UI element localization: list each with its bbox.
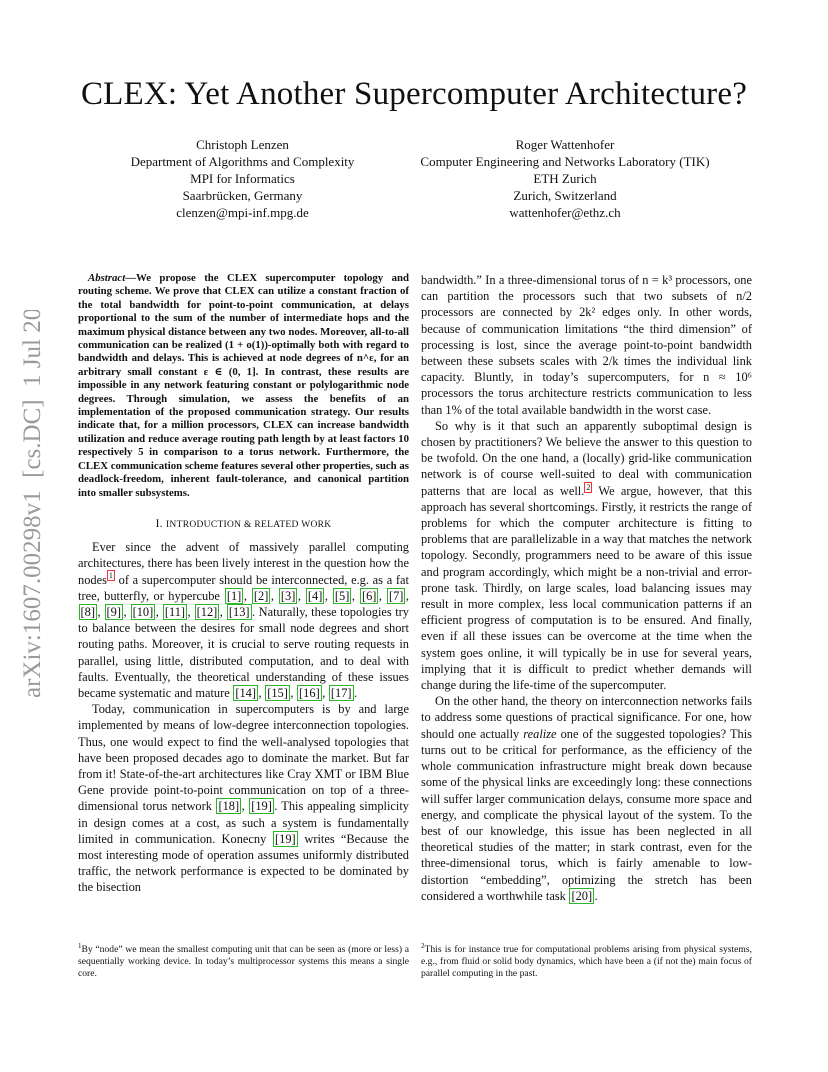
footnote-text: This is for instance true for computational problems arising from physical systems, e.g., from fluid or solid body dynamics, which have been a (if not the) main focus of parallel computing in the past. [421, 944, 752, 979]
paragraph-text: Today, communication in supercomputers is by and large implemented by means of low-degree interconnection topologies. Thus, one would expect to find the well-analysed topologies that have been proposed decades ago to dominate the market. But far from it! State-of-the-art architectures like Cray XMT or IBM Blue Gene provide point-to-point communication on top of a three-dimensional torus network [78, 702, 409, 814]
author-institution: ETH Zurich [533, 170, 597, 186]
author-department: Department of Algorithms and Complexity [130, 153, 355, 169]
citation-link[interactable]: [18] [218, 799, 240, 814]
intro-paragraph-1 [78, 539, 409, 701]
citation-link[interactable]: [10] [132, 604, 154, 619]
paper-title: CLEX: Yet Another Supercomputer Architecture? [80, 76, 748, 112]
citation-link[interactable]: [19] [251, 799, 272, 814]
left-column [78, 272, 409, 896]
citation-link[interactable]: [8] [80, 604, 95, 619]
author-name: Roger Wattenhofer [515, 137, 615, 152]
author-name: Christoph Lenzen [196, 137, 289, 152]
author-department: Computer Engineering and Networks Laboratory (TIK) [420, 153, 710, 169]
footnote-text: By “node” we mean the smallest computing unit that can be seen as (more or less) a sequentially working device. In today’s multiprocessor systems this means a single core. [78, 944, 409, 979]
citation-link[interactable]: [14] [235, 685, 256, 700]
citation-group: [1] , [2] , [3] , [4] , [5] , [6] , [7] , [8] , [9] , [10] , [11] , [12] , [13] [80, 588, 410, 619]
footnote-mark: 2 [421, 941, 425, 950]
citation-link[interactable]: [4] [307, 588, 323, 603]
paragraph-text: of a supercomputer should be interconnected, e.g. as a fat tree, butterfly, or hypercube [78, 572, 409, 603]
footnote-ref-2[interactable]: 2 [586, 482, 591, 492]
paragraph-text: . Naturally, these topologies try to balance between the desires for small node degrees and short routing paths. Moreover, it is crucial to serve routing requests in parallel, using little, distributed computation, and to deal with faults. Eventually, the theoretical understanding of these issues became systematic and mature [78, 604, 410, 700]
citation-link[interactable]: [20] [571, 888, 593, 903]
citation-link[interactable]: [3] [280, 588, 296, 603]
paragraph-text: writes “Because the most interesting mode of operation assumes uniformly distributed traffic, the network performance is expected to be dominated by the bisection [78, 831, 409, 895]
footnote-ref-1[interactable]: 1 [108, 571, 113, 581]
author-block-1 [100, 137, 385, 222]
citation-link[interactable]: [2] [253, 588, 269, 603]
paragraph-text: bandwidth.” In a three-dimensional torus of n = k³ processors, one can partition the processors such that two subsets of n/2 processors are connected by 2k² edges only. In other words, because of communication limitations “the third dimension” of processing is lost, since the average point-to-point bandwidth between these subsets scales with 2/k times the individual link capacity. Bluntly, in today’s supercomputers, for n ≈ 10⁶ processors the torus architecture restricts communication to less than 1% of the total available bandwidth in the worst case. [421, 273, 752, 417]
intro-paragraph-5 [421, 693, 752, 904]
arxiv-identifier-stamp [2, 310, 54, 700]
paragraph-text: . This appealing simplicity in design comes at a cost, as such a system is fundamentally limited in communication. Konecny [78, 799, 409, 846]
footnote-2 [421, 941, 752, 980]
paragraph-text: . [354, 685, 358, 700]
abstract-label: Abstract [88, 272, 126, 284]
author-email: clenzen@mpi-inf.mpg.de [176, 204, 309, 220]
citation-link[interactable]: [16] [299, 685, 320, 700]
paragraph-text: So why is it that such an apparently suboptimal design is chosen by practitioners? We believe the answer to this question to be twofold. On the one hand, a (locally) grid-like communication network is of course well-suited to deal with communication patterns that are local as well. [421, 418, 752, 498]
section-heading [78, 516, 409, 533]
citation-link[interactable]: [19] [275, 831, 296, 846]
citation-link[interactable]: [9] [106, 604, 121, 619]
abstract-text: We propose the CLEX supercomputer topology and routing scheme. We prove that CLEX can utilize a constant fraction of the total bandwidth for point-to-point communication, at delays proportional to the sum of the number of intermediate hops and the maximum physical distance between any two nodes. Moreover, all-to-all communication can be realized (1 + o(1))-optimally both with regard to bandwidth and delays. This is achieved at node degrees of n^ε, for an arbitrary small constant ε ∈ (0, 1]. In contrast, these results are impossible in any network featuring constant or polylogarithmic node degrees. Through simulation, we assess the benefits of an implementation of the proposed communication strategy. Our results indicate that, for a million processors, CLEX can increase bandwidth utilization and reduce average routing path length by at least factors 10 respectively 5 in comparison to a torus network. Furthermore, the CLEX communication scheme features several other properties, such as deadlock-freedom, inherent fault-tolerance, and canonical partition into smaller subsystems. [78, 272, 409, 499]
abstract: Abstract—We propose the CLEX supercomputer topology and routing scheme. We prove that CLEX can utilize a constant fraction of the total bandwidth for point-to-point communication, at delays proportional to the sum of the number of intermediate hops and the maximum physical distance between any two nodes. Moreover, all-to-all communication can be realized (1 + o(1))-optimally both with regard to bandwidth and delays. This is achieved at node degrees of n^ε, for an arbitrary small constant ε ∈ (0, 1]. In contrast, these results are impossible in any network featuring constant or polylogarithmic node degrees. Through simulation, we assess the benefits of an implementation of the proposed communication strategy. Our results indicate that, for a million processors, CLEX can increase bandwidth utilization and reduce average routing path length by at least factors 10 respectively 5 in comparison to a torus network. Furthermore, the CLEX communication scheme features several other properties, such as deadlock-freedom, inherent fault-tolerance, and canonical partition into smaller subsystems. [78, 272, 409, 499]
intro-paragraph-4 [421, 418, 752, 693]
intro-paragraph-3 [421, 272, 752, 418]
paragraph-text: . [594, 888, 598, 903]
author-institution: MPI for Informatics [190, 170, 295, 186]
citation-link[interactable]: [5] [334, 588, 350, 603]
citation-link[interactable]: [13] [228, 604, 250, 619]
author-location: Saarbrücken, Germany [182, 187, 303, 203]
author-block-2 [400, 137, 730, 222]
intro-paragraph-2 [78, 701, 409, 895]
section-number: I. [155, 517, 163, 530]
citation-link[interactable]: [7] [388, 588, 404, 603]
paragraph-text: Ever since the advent of massively parallel computing architectures, there has been lively interest in the question how the nodes [78, 540, 409, 587]
emphasis-text: realize [523, 726, 557, 741]
right-column [421, 272, 752, 904]
arxiv-id-text: arXiv:1607.00298v1 [cs.DC] 1 Jul 2016 [19, 310, 46, 698]
footnote-mark: 1 [78, 941, 82, 950]
citation-link[interactable]: [1] [226, 588, 242, 603]
author-email: wattenhofer@ethz.ch [509, 204, 621, 220]
citation-link[interactable]: [6] [361, 588, 377, 603]
citation-link[interactable]: [15] [267, 685, 288, 700]
citation-link[interactable]: [11] [164, 604, 186, 619]
footnote-1 [78, 941, 409, 980]
citation-group: [18] , [19] [218, 799, 272, 814]
paragraph-text: one of the suggested topologies? This turns out to be critical for performance, as the efficiency of the whole communication infrastructure might break down because some of the physical links are exceedingly long: these connections will suffer larger communication delays, consume more space and energy, and complicate the physical layout of the system. To the best of our knowledge, this issue has been neglected in all theoretical studies of the matter; in stark contrast, even for the three-dimensional torus, which is fairly amenable to low-distortion “embedding”, optimizing the stretch has been considered a worthwhile task [421, 726, 752, 903]
citation-link[interactable]: [12] [196, 604, 218, 619]
paragraph-text: On the other hand, the theory on interconnection networks fails to address some questions of practical significance. For one, how should one actually [421, 694, 752, 741]
paragraph-text: We argue, however, that this approach has several shortcomings. Firstly, it restricts the range of problems for which the computer architecture is fitting to problems that are parallelizable in a way that matches the network topology. Secondly, programmers need to be aware of this issue and program accordingly, which might be a non-trivial and error-prone task. Thirdly, on large scales, load balancing issues may result in more complex, less local communication patterns if an efficient progress of computation is to be ensured. And finally, even if all these issues can be overcome at the time when the system goes online, it will typically be in use for several years, implying that it is difficult to predict whether demands will change during the life-time of the supercomputer. [421, 483, 752, 693]
citation-group: [14] , [15] , [16] , [17] [235, 685, 352, 700]
author-location: Zurich, Switzerland [513, 187, 617, 203]
section-title: INTRODUCTION & RELATED WORK [165, 519, 332, 530]
citation-link[interactable]: [17] [330, 685, 352, 700]
